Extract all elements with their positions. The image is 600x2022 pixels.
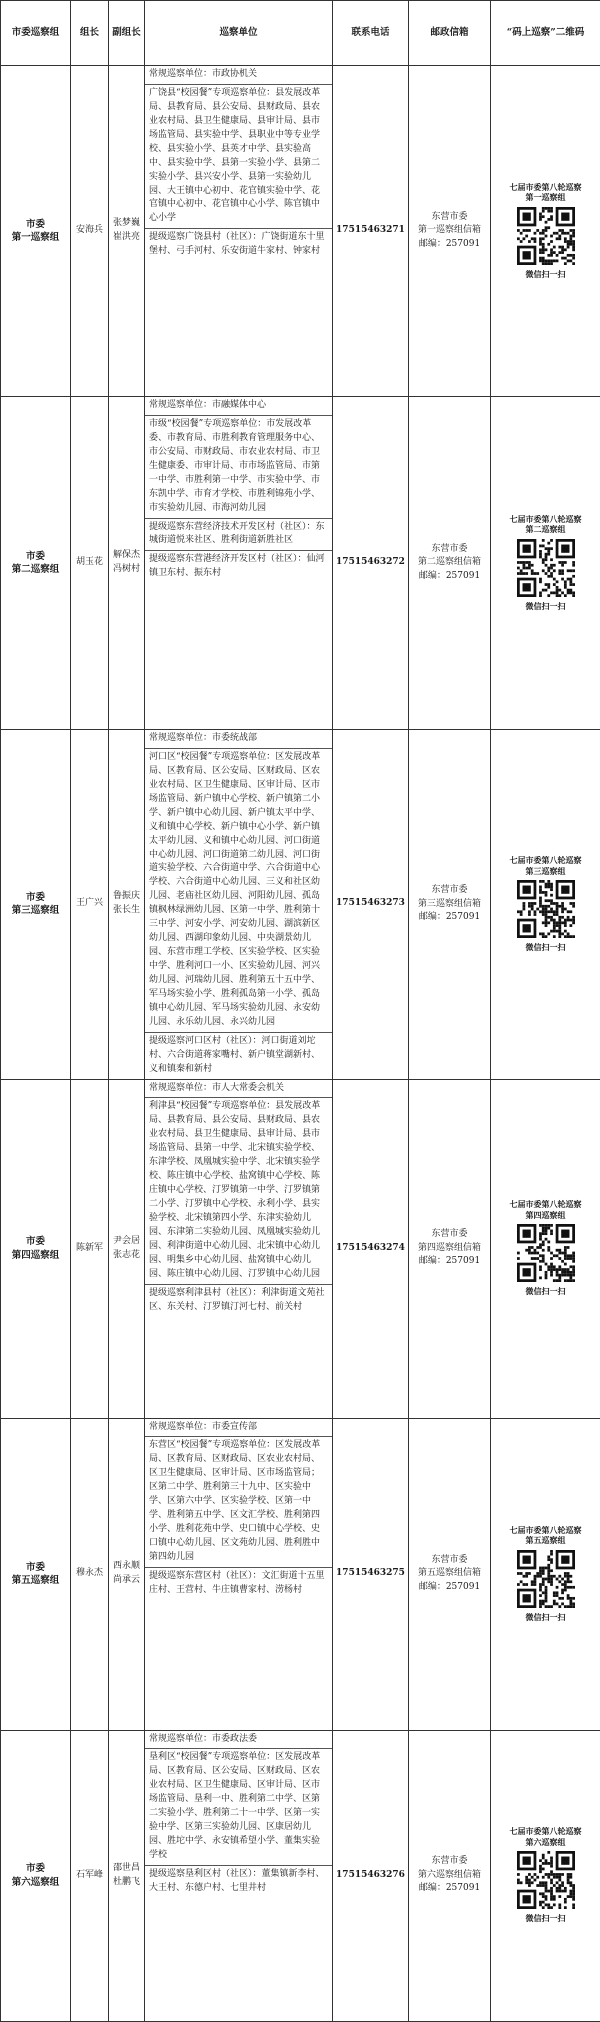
deputy-2: 杜鹏飞 [112, 1876, 141, 1890]
qr-caption-2: 第一巡察组 [494, 192, 597, 202]
unit-text: 常规巡察单位：市委统战部 [149, 732, 328, 746]
qr-caption-1: 七届市委第八轮巡察 [494, 1826, 597, 1836]
units-cell [145, 730, 333, 1080]
units-cell [145, 1079, 333, 1418]
header-phone: 联系电话 [333, 1, 409, 66]
unit-segment [145, 1284, 332, 1317]
qr-footer: 微信扫一扫 [494, 941, 597, 953]
deputy-2: 尚承云 [112, 1574, 141, 1588]
qr-caption-2: 第五巡察组 [494, 1535, 597, 1545]
phone-cell: 17515463272 [333, 397, 409, 730]
units-cell [145, 1418, 333, 1730]
qr-caption-2: 第六巡察组 [494, 1837, 597, 1847]
qr-caption-1: 七届市委第八轮巡察 [494, 1199, 597, 1209]
unit-text: 常规巡察单位：市人大常委会机关 [149, 1082, 328, 1096]
qr-footer: 微信扫一扫 [494, 1285, 597, 1297]
unit-text: 提级巡察垦利区村（社区）：董集镇新李村、大王村、东德户村、七里井村 [149, 1868, 328, 1896]
mail-line1: 东营市委 [412, 1554, 487, 1568]
header-leader: 组长 [71, 1, 109, 66]
mail-line3: 邮编：257091 [412, 911, 487, 925]
group-cell [1, 1418, 71, 1730]
unit-segment [145, 1865, 332, 1898]
qr-cell [491, 730, 600, 1080]
unit-segment [145, 748, 332, 1032]
phone-cell: 17515463276 [333, 1730, 409, 2021]
unit-text: 常规巡察单位：市融媒体中心 [149, 399, 328, 413]
deputy-2: 崔洪亮 [112, 231, 141, 245]
unit-text: 提级巡察利津县村（社区）：利津街道文苑社区、东关村、汀罗镇汀河七村、前关村 [149, 1287, 328, 1315]
unit-segment [145, 415, 332, 518]
group-line2: 第五巡察组 [4, 1574, 67, 1587]
units-cell [145, 1730, 333, 2021]
qr-caption-2: 第四巡察组 [494, 1210, 597, 1220]
header-units: 巡察单位 [145, 1, 333, 66]
header-qr: “码上巡察”二维码 [491, 1, 600, 66]
qr-footer: 微信扫一扫 [494, 1611, 597, 1623]
mail-line1: 东营市委 [412, 211, 487, 225]
leader-cell: 王广兴 [71, 730, 109, 1080]
unit-segment [145, 1097, 332, 1283]
unit-segment [145, 1080, 332, 1098]
unit-text: 常规巡察单位：市委宣传部 [149, 1421, 328, 1435]
deputy-2: 冯树村 [112, 563, 141, 577]
unit-text: 提级巡察河口区村（社区）：河口街道刘坨村、六合街道蒋家嘴村、新户镇堂湖新村、义和镇秦和新村 [149, 1035, 328, 1077]
unit-segment [145, 518, 332, 551]
qr-cell [491, 1730, 600, 2021]
group-line2: 第一巡察组 [4, 231, 67, 244]
units-cell [145, 66, 333, 397]
group-line1: 市委 [4, 1561, 67, 1574]
table-row [1, 1079, 600, 1418]
group-line2: 第四巡察组 [4, 1249, 67, 1262]
qr-caption-1: 七届市委第八轮巡察 [494, 514, 597, 524]
deputy-1: 西永顺 [112, 1560, 141, 1574]
mail-line2: 第三巡察组信箱 [412, 898, 487, 912]
unit-text: 东营区“校园餐”专项巡察单位：区发展改革局、区教育局、区财政局、区农业农村局、区卫生健康局、区审计局、区市场监管局；区第二中学、胜利第三十九中、区实验中学、区第六中学、区实验学校、区第一中学、胜利第五中学、区文汇学校、胜利第四小学、胜利花苑中学、史口镇中心学校、史口镇中心幼儿园、区文苑幼儿园、胜利胜中第四幼儿园 [149, 1439, 328, 1564]
mail-cell [409, 1418, 491, 1730]
leader-cell: 石军峰 [71, 1730, 109, 2021]
group-cell [1, 1079, 71, 1418]
group-cell [1, 1730, 71, 2021]
qr-caption-1: 七届市委第八轮巡察 [494, 855, 597, 865]
unit-segment [145, 1567, 332, 1600]
header-group: 市委巡察组 [1, 1, 71, 66]
qr-code-icon[interactable] [517, 207, 575, 265]
deputy-2: 张长生 [112, 904, 141, 918]
unit-segment [145, 66, 332, 84]
table-row [1, 66, 600, 397]
deputy-cell [109, 1418, 145, 1730]
mail-line3: 邮编：257091 [412, 570, 487, 584]
leader-cell: 陈新军 [71, 1079, 109, 1418]
leader-cell: 穆永杰 [71, 1418, 109, 1730]
group-cell [1, 66, 71, 397]
table-row [1, 1418, 600, 1730]
mail-line1: 东营市委 [412, 884, 487, 898]
unit-segment [145, 1419, 332, 1437]
qr-cell [491, 1079, 600, 1418]
group-line2: 第二巡察组 [4, 563, 67, 576]
unit-segment [145, 1436, 332, 1566]
mail-cell [409, 1079, 491, 1418]
phone-cell: 17515463271 [333, 66, 409, 397]
mail-line3: 邮编：257091 [412, 1255, 487, 1269]
mail-line1: 东营市委 [412, 543, 487, 557]
group-line2: 第三巡察组 [4, 904, 67, 917]
mail-line3: 邮编：257091 [412, 1882, 487, 1896]
deputy-1: 张梦巍 [112, 217, 141, 231]
qr-caption-2: 第二巡察组 [494, 524, 597, 534]
unit-segment [145, 550, 332, 583]
group-cell [1, 397, 71, 730]
qr-footer: 微信扫一扫 [494, 600, 597, 612]
table-row [1, 730, 600, 1080]
deputy-cell [109, 66, 145, 397]
unit-segment [145, 1748, 332, 1865]
qr-code-icon[interactable] [517, 1550, 575, 1608]
mail-line2: 第五巡察组信箱 [412, 1567, 487, 1581]
mail-line2: 第四巡察组信箱 [412, 1242, 487, 1256]
qr-footer: 微信扫一扫 [494, 268, 597, 280]
header-mail: 邮政信箱 [409, 1, 491, 66]
qr-caption-1: 七届市委第八轮巡察 [494, 182, 597, 192]
mail-line2: 第六巡察组信箱 [412, 1869, 487, 1883]
deputy-cell [109, 397, 145, 730]
group-line1: 市委 [4, 550, 67, 563]
mail-cell [409, 730, 491, 1080]
mail-cell [409, 66, 491, 397]
qr-code-icon[interactable] [517, 1851, 575, 1909]
header-row [1, 1, 600, 66]
deputy-1: 鲁振庆 [112, 890, 141, 904]
unit-text: 利津县“校园餐”专项巡察单位：县发展改革局、县教育局、县公安局、县财政局、县农业农村局、县卫生健康局、县审计局、县市场监管局、县第一中学、北宋镇实验学校、东津学校、凤凰城实验中学、北宋镇实验学校、陈庄镇中心学校、盐窝镇中心学校、陈庄镇中心学校、汀罗镇第一中学、汀罗镇第二小学、汀罗镇中心学校、永利小学、县实验学校、北宋镇第四小学、东津实验幼儿园、东津第二实验幼儿园、凤凰城实验幼儿园、利津街道中心幼儿园、北宋镇中心幼儿园、明集乡中心幼儿园、盐窝镇中心幼儿园、陈庄镇中心幼儿园、汀罗镇中心幼儿园 [149, 1100, 328, 1281]
qr-footer: 微信扫一扫 [494, 1912, 597, 1924]
deputy-2: 张志花 [112, 1249, 141, 1263]
mail-line1: 东营市委 [412, 1228, 487, 1242]
unit-text: 常规巡察单位：市委政法委 [149, 1733, 328, 1747]
mail-line1: 东营市委 [412, 1855, 487, 1869]
mail-cell [409, 1730, 491, 2021]
qr-cell [491, 66, 600, 397]
unit-text: 提级巡察广饶县村（社区）：广饶街道东十里堡村、弓手河村、乐安街道牛家村、钟家村 [149, 231, 328, 259]
unit-segment [145, 228, 332, 261]
deputy-cell [109, 730, 145, 1080]
group-line1: 市委 [4, 891, 67, 904]
qr-code-icon[interactable] [517, 880, 575, 938]
mail-cell [409, 397, 491, 730]
mail-line3: 邮编：257091 [412, 1581, 487, 1595]
qr-code-icon[interactable] [517, 1224, 575, 1282]
unit-text: 常规巡察单位：市政协机关 [149, 68, 328, 82]
qr-caption-2: 第三巡察组 [494, 866, 597, 876]
table-row [1, 397, 600, 730]
qr-cell [491, 397, 600, 730]
deputy-1: 尹会居 [112, 1235, 141, 1249]
group-line1: 市委 [4, 1235, 67, 1248]
group-cell [1, 730, 71, 1080]
unit-segment [145, 730, 332, 748]
deputy-1: 解保杰 [112, 549, 141, 563]
unit-text: 河口区“校园餐”专项巡察单位：区发展改革局、区教育局、区公安局、区财政局、区农业农村局、区卫生健康局、区审计局、区市场监管局、新户镇中心学校、新户镇第二小学、新户镇中心幼儿园、新户镇太平中学、义和镇中心学校、新户镇中心小学、新户镇太平幼儿园、义和镇中心幼儿园、河口街道中心幼儿园、河口街道第二幼儿园、河口街道实验学校、六合街道中学、六合街道中心学校、六合街道中心幼儿园、三义和社区幼儿园、老庙社区幼儿园、河阳幼儿园、孤岛镇枫林绿洲幼儿园、区第一中学、胜利第十三中学、河安小学、河安幼儿园、湖滨新区幼儿园、西湖印象幼儿园、中央湖景幼儿园、东营市理工学校、区实验学校、区实验中学、胜利河口一小、区实验幼儿园、河兴幼儿园、河瑞幼儿园、胜利第五十五中学、军马场实验小学、胜利孤岛第一小学、孤岛镇中心幼儿园、军马场实验幼儿园、永安幼儿园、永乐幼儿园、永兴幼儿园 [149, 751, 328, 1030]
unit-text: 垦利区“校园餐”专项巡察单位：区发展改革局、区教育局、区公安局、区财政局、区农业农村局、区卫生健康局、区审计局、区市场监管局、垦利一中、胜利第二中学、区第二实验小学、胜利第二十一中学、区第一实验中学、区第三实验幼儿园、区康居幼儿园、胜坨中学、永安镇希望小学、董集实验学校 [149, 1751, 328, 1863]
unit-text: 广饶县“校园餐”专项巡察单位：县发展改革局、县教育局、县公安局、县财政局、县农业农村局、县卫生健康局、县审计局、县市场监管局、县实验中学、县职业中等专业学校、县实验小学、县英才中学、县实验高中、县实验中学、县第一实验小学、县第二实验小学、县兴安小学、县第一实验幼儿园、大王镇中心初中、花官镇实验中学、花官镇中心初中、花官镇中心小学、陈官镇中心小学 [149, 87, 328, 226]
unit-segment [145, 1731, 332, 1749]
leader-cell: 胡玉花 [71, 397, 109, 730]
table-row [1, 1730, 600, 2021]
group-line1: 市委 [4, 218, 67, 231]
unit-text: 提级巡察东营区村（社区）：文汇街道十五里庄村、王营村、牛庄镇曹家村、涝杨村 [149, 1570, 328, 1598]
unit-segment [145, 1032, 332, 1079]
unit-text: 市级“校园餐”专项巡察单位：市发展改革委、市教育局、市胜利教育管理服务中心、市公安局、市财政局、市农业农村局、市卫生健康委、市审计局、市市场监管局、市第一中学、市胜利第一中学、市实验中学、市东凯中学、市育才学校、市胜利锦苑小学、市实验幼儿园、市海河幼儿园 [149, 418, 328, 516]
unit-segment [145, 397, 332, 415]
units-cell [145, 397, 333, 730]
phone-cell: 17515463273 [333, 730, 409, 1080]
deputy-cell [109, 1730, 145, 2021]
leader-cell: 安海兵 [71, 66, 109, 397]
unit-segment [145, 84, 332, 228]
mail-line2: 第二巡察组信箱 [412, 556, 487, 570]
qr-code-icon[interactable] [517, 539, 575, 597]
phone-cell: 17515463275 [333, 1418, 409, 1730]
group-line1: 市委 [4, 1862, 67, 1875]
unit-text: 提级巡察东营港经济开发区村（社区）：仙河镇卫东村、振东村 [149, 553, 328, 581]
qr-cell [491, 1418, 600, 1730]
group-line2: 第六巡察组 [4, 1876, 67, 1889]
deputy-cell [109, 1079, 145, 1418]
qr-caption-1: 七届市委第八轮巡察 [494, 1525, 597, 1535]
mail-line2: 第一巡察组信箱 [412, 224, 487, 238]
unit-text: 提级巡察东营经济技术开发区村（社区）：东城街道悦来社区、胜利街道新胜社区 [149, 521, 328, 549]
mail-line3: 邮编：257091 [412, 238, 487, 252]
header-deputy: 副组长 [109, 1, 145, 66]
phone-cell: 17515463274 [333, 1079, 409, 1418]
deputy-1: 邵世昌 [112, 1862, 141, 1876]
